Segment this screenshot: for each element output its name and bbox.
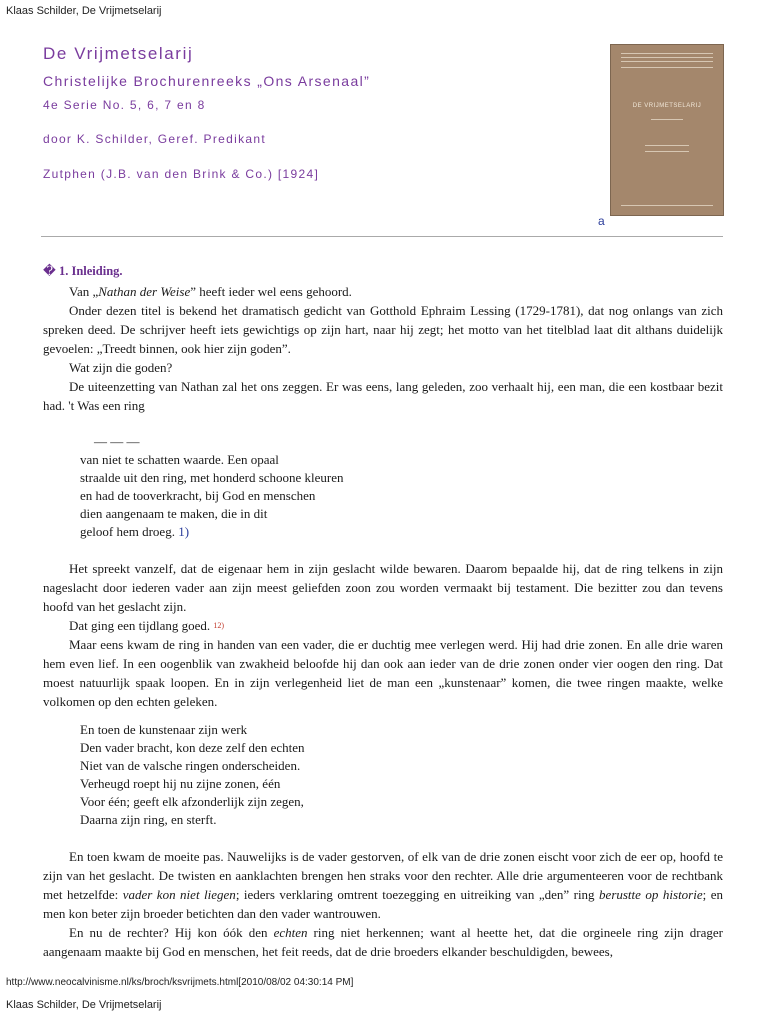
paragraph: Onder dezen titel is bekend het dramatisch gedicht van Gotthold Ephraim Lessing (1729-1781), dat nog onlangs van zich spreken deed. De schrijver heeft iets gewichtigs op zijn hart, naar hij zegt; het motto van het titelblad laat dit althans duidelijk gevoelen: „Treedt binnen, ook hier zijn goden”. — [43, 303, 723, 356]
cover-title: DE VRIJMETSELARIJ — [632, 103, 702, 109]
paragraph: En toen kwam de moeite pas. Nauwelijks is de vader gestorven, of elk van de drie zonen eischt voor zich de eer op, hoofd te zijn van het geslacht. De twisten en aanklachten brengen hen straks voor den rechter. Alle drie argumenteeren voor de rechtbank met hetzelfde: vader kon niet liegen; ieders verklaring omtrent toezegging en uitreiking van „den” ring berustte op historie; en men kon beter zijn broeder betichten dan den vader wantrouwen. — [43, 849, 723, 921]
poem-line: straalde uit den ring, met honderd schoone kleuren — [80, 470, 344, 485]
poem-block — [43, 433, 723, 541]
poem-line: van niet te schatten waarde. Een opaal — [80, 452, 279, 467]
poem-line: Voor één; geeft elk afzonderlijk zijn zegen, — [80, 794, 304, 809]
paragraph: Van „Nathan der Weise” heeft ieder wel eens gehoord. — [69, 284, 352, 299]
paragraph: Wat zijn die goden? — [69, 360, 173, 375]
poem-line: geloof hem droeg. 1) — [80, 524, 190, 539]
paragraph: De uiteenzetting van Nathan zal het ons zeggen. Er was eens, lang geleden, zoo verhaalt hij, een man, die een kostbaar bezit had. 't Was een ring — [43, 379, 723, 413]
paragraph: Dat ging een tijdlang goed. 12) — [69, 618, 225, 633]
author-line: door K. Schilder, Geref. Predikant — [43, 132, 266, 146]
poem-line: Niet van de valsche ringen onderscheiden. — [80, 758, 301, 773]
poem-dash: — — — — [94, 434, 140, 449]
title-block — [43, 44, 370, 181]
poem-line: en had de tooverkracht, bij God en menschen — [80, 488, 316, 503]
article-body — [43, 262, 723, 961]
footnote-link[interactable]: 12) — [213, 621, 225, 630]
poem-line: dien aangenaam te maken, die in dit — [80, 506, 268, 521]
poem-line: Daarna zijn ring, en sterft. — [80, 812, 217, 827]
book-cover-image[interactable] — [610, 44, 724, 216]
poem-line: Verheugd roept hij nu zijne zonen, één — [80, 776, 281, 791]
paragraph: En nu de rechter? Hij kon óók den echten ring niet herkennen; want al heette het, dat die orgineele ring zijn drager aangenaam maakte bij God en menschen, het feit reeds, dat de drie broeders elkander beschuldigden, bewees, — [43, 925, 723, 959]
page-title: De Vrijmetselarij — [43, 44, 194, 63]
heading-marker: � — [43, 264, 56, 278]
footnote-link[interactable]: 1) — [178, 524, 190, 539]
publisher-line: Zutphen (J.B. van den Brink & Co.) [1924] — [43, 167, 320, 181]
print-footer-url: http://www.neocalvinisme.nl/ks/broch/ksvrijmets.html[2010/08/02 04:30:14 PM] — [6, 977, 354, 988]
divider — [41, 236, 723, 237]
poem-block — [43, 721, 723, 829]
paragraph: Maar eens kwam de ring in handen van een vader, die er duchtig mee verlegen werd. Hij had drie zonen. En alle drie waren hem even lief. In een oogenblik van zwakheid beloofde hij dan ook aan ieder van de drie zonen onder vier oogen den ring. Dat moest natuurlijk spaak loopen. En in zijn verlegenheid liet de man een „kunstenaar” komen, die twee ringen maakte, welke volkomen op den echten geleken. — [43, 637, 723, 709]
section-heading — [43, 262, 723, 281]
poem-line: En toen de kunstenaar zijn werk — [80, 722, 248, 737]
paragraph: Het spreekt vanzelf, dat de eigenaar hem in zijn geslacht wilde bewaren. Daarom bepaalde hij, dat de ring telkens in zijn nageslacht door iederen vader aan zijn meest geliefden zoon zou worden vermaakt bij testament. Die bezitter zou dan tevens hoofd van het geslacht zijn. — [43, 561, 723, 614]
print-header: Klaas Schilder, De Vrijmetselarij — [6, 5, 162, 17]
series-title: Christelijke Brochurenreeks „Ons Arsenaal” — [43, 73, 371, 89]
print-footer-title: Klaas Schilder, De Vrijmetselarij — [6, 999, 162, 1011]
series-number: 4e Serie No. 5, 6, 7 en 8 — [43, 98, 206, 112]
poem-line: Den vader bracht, kon deze zelf den echten — [80, 740, 305, 755]
section-heading-text: 1. Inleiding. — [58, 264, 123, 278]
cover-link[interactable]: a — [598, 214, 605, 228]
